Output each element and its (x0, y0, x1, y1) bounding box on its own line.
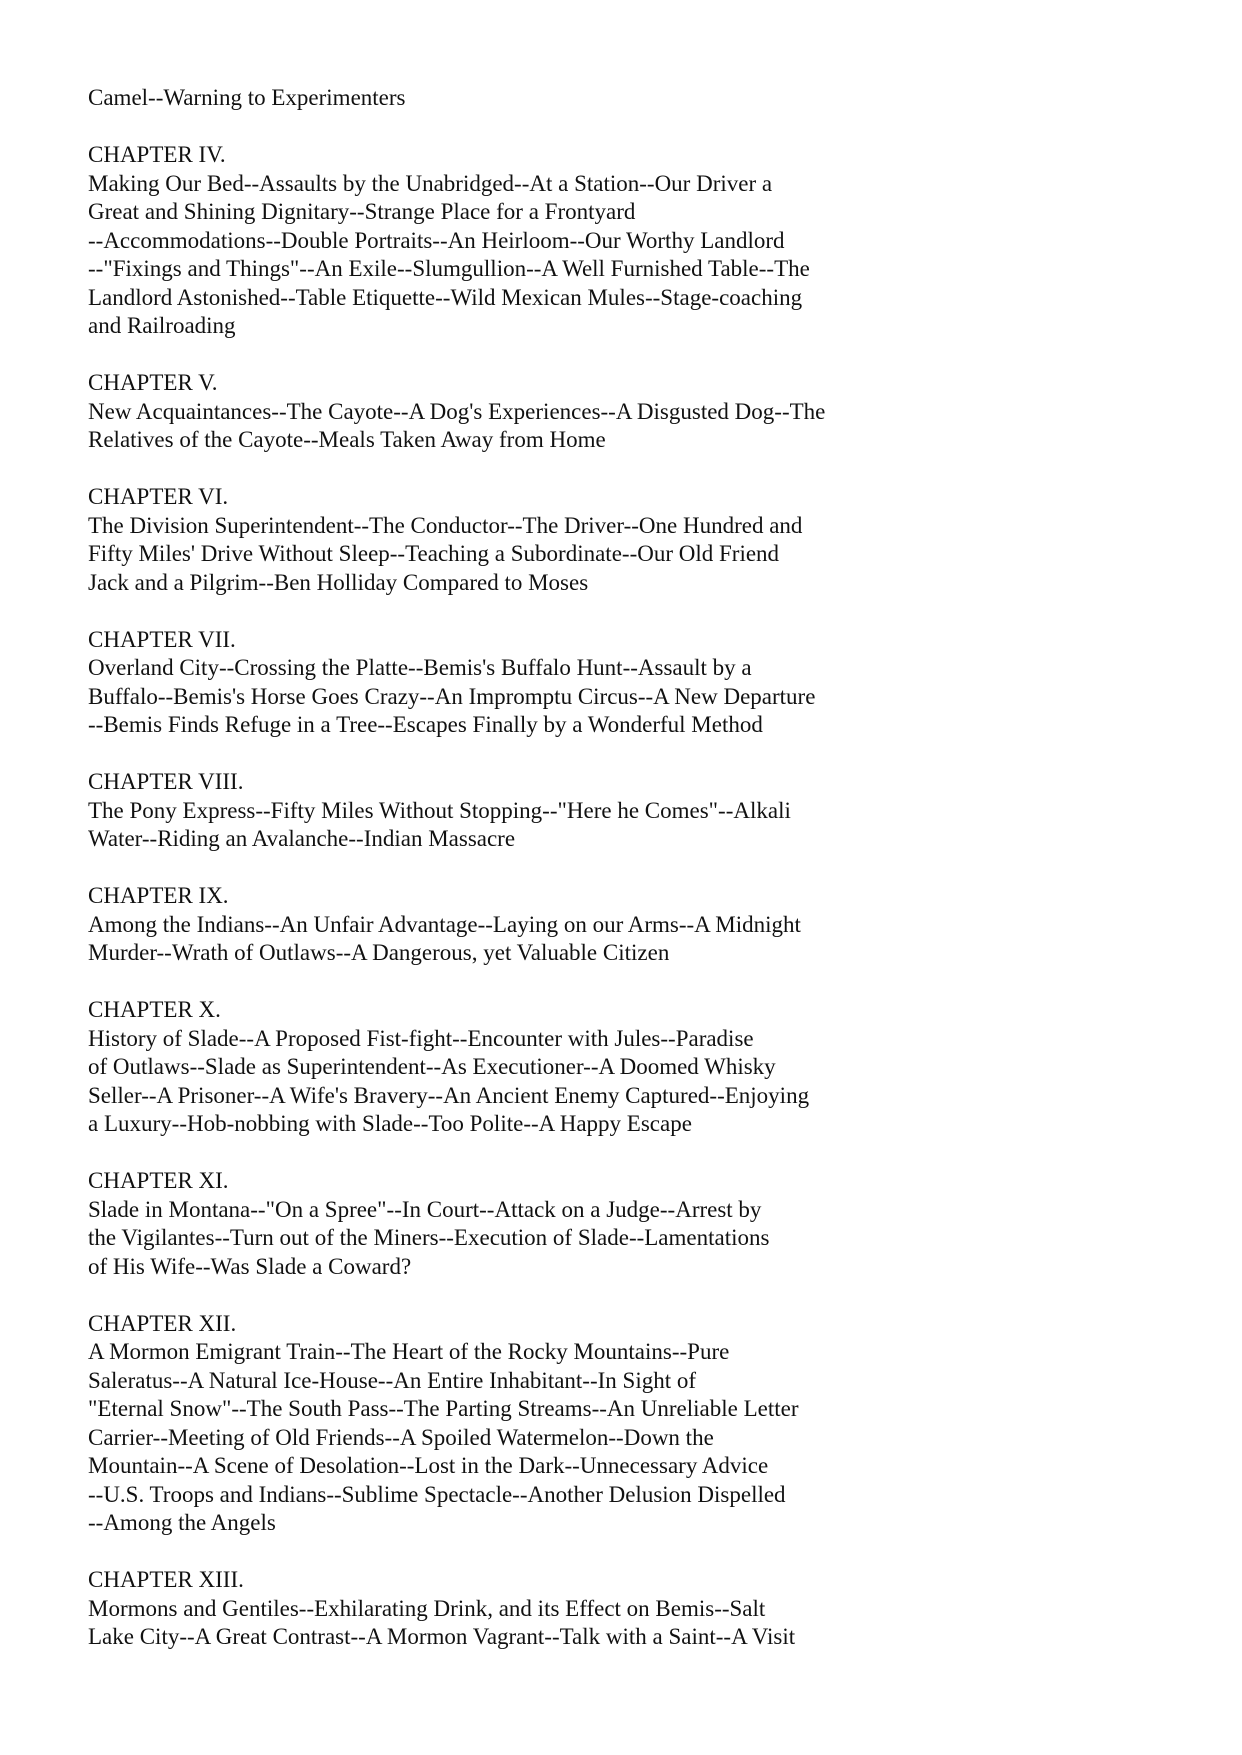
text-line: Lake City--A Great Contrast--A Mormon Vagrant--Talk with a Saint--A Visit (88, 1624, 796, 1649)
document-page (88, 84, 1168, 1652)
blank-line (88, 1281, 1168, 1310)
text-line: Overland City--Crossing the Platte--Bemis's Buffalo Hunt--Assault by a (88, 655, 752, 680)
chapter-heading: CHAPTER XI. (88, 1168, 229, 1193)
text-line: Seller--A Prisoner--A Wife's Bravery--An Ancient Enemy Captured--Enjoying (88, 1082, 810, 1108)
chapter-heading: CHAPTER IX. (88, 883, 229, 908)
chapter-heading: CHAPTER IV. (88, 142, 226, 167)
text-line: Carrier--Meeting of Old Friends--A Spoiled Watermelon--Down the (88, 1424, 714, 1450)
chapter-heading: CHAPTER V. (88, 370, 218, 395)
chapter-heading: CHAPTER VII. (88, 626, 236, 652)
text-line: Making Our Bed--Assaults by the Unabridged--At a Station--Our Driver a (88, 170, 773, 196)
text-line: and Railroading (88, 313, 236, 338)
blank-line (88, 1139, 1168, 1168)
text-line: --"Fixings and Things"--An Exile--Slumgullion--A Well Furnished Table--The (88, 256, 810, 281)
chapter-heading: CHAPTER X. (88, 997, 221, 1022)
text-line: The Pony Express--Fifty Miles Without Stopping--"Here he Comes"--Alkali (88, 797, 791, 823)
text-line: a Luxury--Hob-nobbing with Slade--Too Polite--A Happy Escape (88, 1111, 692, 1136)
text-line: --Among the Angels (88, 1510, 276, 1535)
text-line: of Outlaws--Slade as Superintendent--As Executioner--A Doomed Whisky (88, 1054, 776, 1079)
text-line: Murder--Wrath of Outlaws--A Dangerous, yet Valuable Citizen (88, 940, 670, 965)
text-line: Mormons and Gentiles--Exhilarating Drink, and its Effect on Bemis--Salt (88, 1595, 766, 1621)
text-line: Great and Shining Dignitary--Strange Place for a Frontyard (88, 199, 636, 224)
text-line: Jack and a Pilgrim--Ben Holliday Compared to Moses (88, 569, 589, 595)
text-line: Fifty Miles' Drive Without Sleep--Teaching a Subordinate--Our Old Friend (88, 541, 780, 566)
text-line: Landlord Astonished--Table Etiquette--Wild Mexican Mules--Stage-coaching (88, 284, 803, 310)
text-line: Among the Indians--An Unfair Advantage--Laying on our Arms--A Midnight (88, 911, 801, 937)
text-line: Relatives of the Cayote--Meals Taken Away from Home (88, 427, 606, 452)
text-line: "Eternal Snow"--The South Pass--The Parting Streams--An Unreliable Letter (88, 1396, 799, 1421)
blank-line (88, 341, 1168, 370)
text-line: Water--Riding an Avalanche--Indian Massacre (88, 826, 516, 851)
chapter-heading: CHAPTER VI. (88, 484, 229, 509)
chapter-heading: CHAPTER XII. (88, 1310, 237, 1336)
blank-line (88, 113, 1168, 142)
chapter-heading: CHAPTER VIII. (88, 769, 244, 794)
text-line: Buffalo--Bemis's Horse Goes Crazy--An Impromptu Circus--A New Departure (88, 683, 816, 709)
blank-line (88, 740, 1168, 769)
blank-line (88, 455, 1168, 484)
chapter-heading: CHAPTER XIII. (88, 1567, 244, 1592)
blank-line (88, 1538, 1168, 1567)
text-line: A Mormon Emigrant Train--The Heart of the Rocky Mountains--Pure (88, 1339, 730, 1364)
text-line: the Vigilantes--Turn out of the Miners--Execution of Slade--Lamentations (88, 1225, 770, 1250)
text-line: Mountain--A Scene of Desolation--Lost in the Dark--Unnecessary Advice (88, 1453, 769, 1478)
text-line: The Division Superintendent--The Conductor--The Driver--One Hundred and (88, 512, 803, 538)
text-line: Slade in Montana--"On a Spree"--In Court--Attack on a Judge--Arrest by (88, 1196, 762, 1222)
text-line: Saleratus--A Natural Ice-House--An Entire Inhabitant--In Sight of (88, 1367, 697, 1393)
blank-line (88, 597, 1168, 626)
blank-line (88, 854, 1168, 883)
text-line: Camel--Warning to Experimenters (88, 85, 406, 110)
text-line: New Acquaintances--The Cayote--A Dog's Experiences--A Disgusted Dog--The (88, 398, 826, 424)
text-line: --Accommodations--Double Portraits--An Heirloom--Our Worthy Landlord (88, 227, 785, 253)
text-line: --Bemis Finds Refuge in a Tree--Escapes Finally by a Wonderful Method (88, 712, 763, 737)
text-line: History of Slade--A Proposed Fist-fight--Encounter with Jules--Paradise (88, 1025, 754, 1051)
blank-line (88, 968, 1168, 997)
text-line: of His Wife--Was Slade a Coward? (88, 1253, 412, 1279)
text-line: --U.S. Troops and Indians--Sublime Spectacle--Another Delusion Dispelled (88, 1481, 786, 1507)
